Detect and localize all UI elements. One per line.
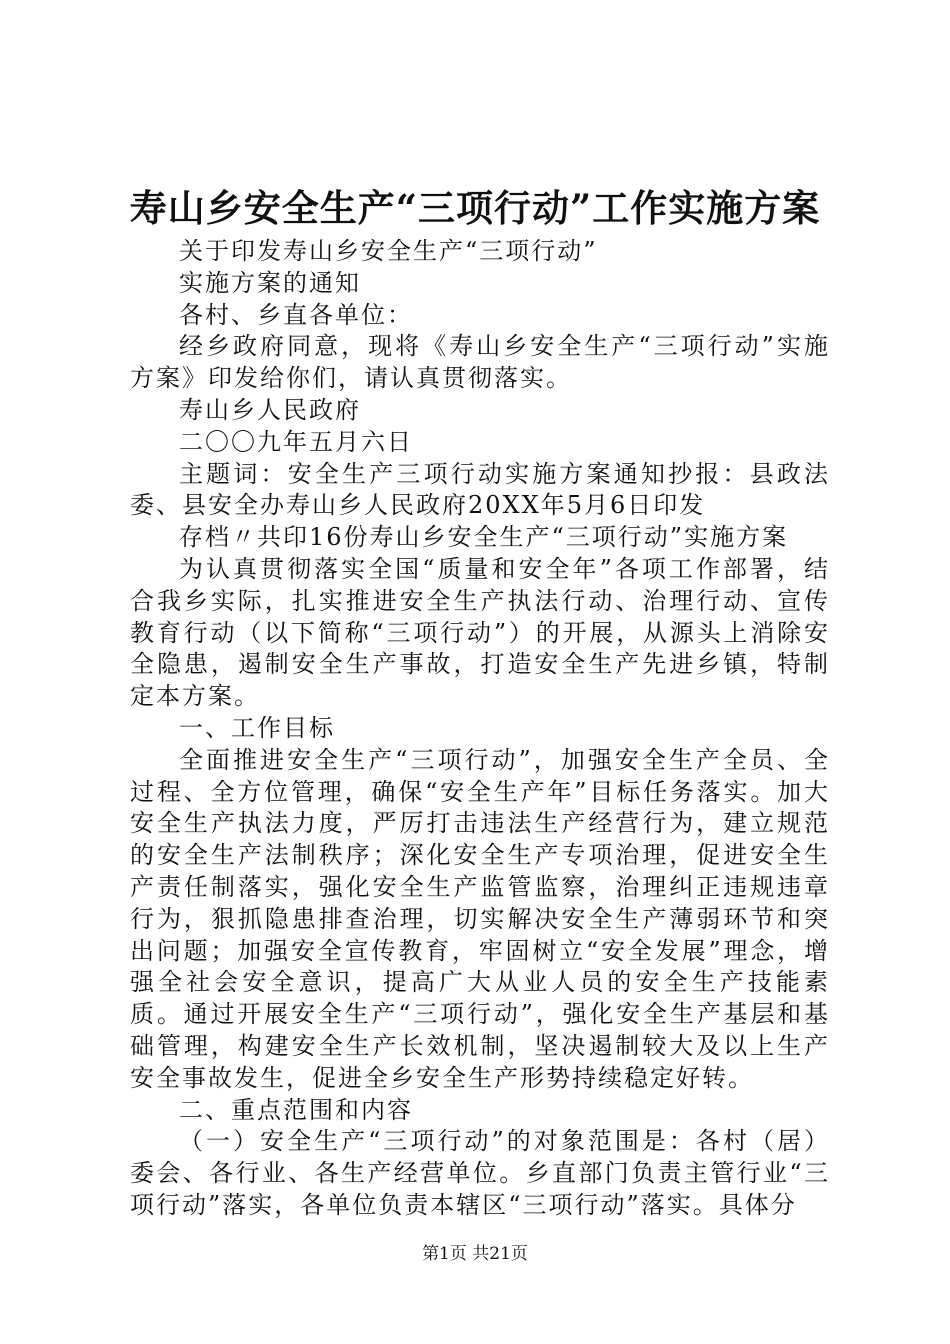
notice-heading-line-2: 实施方案的通知: [179, 268, 361, 297]
document-body: [130, 236, 830, 1222]
keywords-line: 主题词：安全生产三项行动实施方案通知抄报：县政法委、县安全办寿山乡人民政府20XX年5月6日印发: [130, 459, 830, 520]
archive-line: 存档〃共印16份寿山乡安全生产“三项行动”实施方案: [179, 523, 789, 552]
issuer: 寿山乡人民政府: [179, 395, 361, 424]
notice-heading-line-1: 关于印发寿山乡安全生产“三项行动”: [179, 237, 598, 265]
scope-paragraph: （一）安全生产“三项行动”的对象范围是：各村（居）委会、各行业、各生产经营单位。乡直部门负责主管行业“三项行动”落实，各单位负责本辖区“三项行动”落实。具体分: [130, 1127, 830, 1219]
section-heading-goals: 一、工作目标: [179, 713, 335, 742]
section-heading-scope: 二、重点范围和内容: [179, 1095, 413, 1124]
page-footer: 第1页 共21页: [422, 1244, 528, 1264]
addressee: 各村、乡直各单位：: [179, 300, 413, 329]
notice-body: 经乡政府同意，现将《寿山乡安全生产“三项行动”实施方案》印发给你们，请认真贯彻落实。: [130, 332, 830, 393]
document-title: 寿山乡安全生产“三项行动”工作实施方案: [129, 186, 821, 230]
intro-paragraph: 为认真贯彻落实全国“质量和安全年”各项工作部署，结合我乡实际，扎实推进安全生产执法行动、治理行动、宣传教育行动（以下简称“三项行动”）的开展，从源头上消除安全隐患，遏制安全生产事故，打造安全生产先进乡镇，特制定本方案。: [130, 554, 830, 711]
issue-date: 二〇〇九年五月六日: [179, 427, 413, 456]
goals-paragraph: 全面推进安全生产“三项行动”，加强安全生产全员、全过程、全方位管理，确保“安全生产年”目标任务落实。加大安全生产执法力度，严厉打击违法生产经营行为，建立规范的安全生产法制秩序；深化安全生产专项治理，促进安全生产责任制落实，强化安全生产监管监察，治理纠正违规违章行为，狠抓隐患排查治理，切实解决安全生产薄弱环节和突出问题；加强安全宣传教育，牢固树立“安全发展”理念，增强全社会安全意识，提高广大从业人员的安全生产技能素质。通过开展安全生产“三项行动”，强化安全生产基层和基础管理，构建安全生产长效机制，坚决遏制较大及以上生产安全事故发生，促进全乡安全生产形势持续稳定好转。: [130, 745, 830, 1092]
